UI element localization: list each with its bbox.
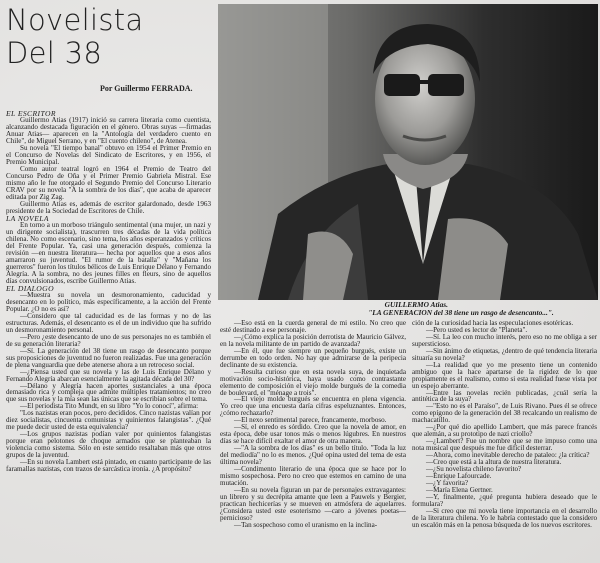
paragraph: —"Esto no es el Paraíso", de Luis Rivano. Pues él se ofrece como epígono de la generación del 38 recalcando un realismo de machacatillo.	[412, 402, 597, 425]
paragraph: —María Elena Gertner.	[426, 485, 493, 494]
paragraph: —En su novela Lambert está pintado, en cuanto participante de las faramallas nazistas, con trazos de sarcástica ironía. ¿A propósito?	[6, 458, 211, 473]
section-heading: EL ESCRITOR	[6, 109, 56, 118]
article-title	[6, 4, 144, 70]
paragraph: —Los grupos nazistas podían valer por quinientos falangistas porque eran pelotones de choque armados que se planteaban la violencia como sistema. Sólo en este sentido resaltaban más que otros grupos de la juventud.	[6, 430, 211, 460]
paragraph: —Sin ánimo de etiquetas, ¿dentro de qué tendencia literaria situaría su novela?	[412, 346, 597, 362]
paragraph: —Délano y Alegría hacen aportes sustanciales a una época demasiado rica y compleja que admite múltiples tratamientos; no creo que sus novelas y la mía sean las únicas que se escribían sobre el tema.	[6, 381, 211, 404]
paragraph: —¿Lambert? Fue un nombre que se me impuso como una nota musical que después me fue difícil desterrar.	[412, 437, 597, 453]
paragraph: —Pero ¿este desencanto de uno de sus personajes no es también el de su generación literaria?	[6, 332, 211, 348]
caption-name: GUILLERMO Atias.	[384, 300, 448, 309]
paragraph: —La realidad que yo me presento tiene un contenido ambiguo que la hace apartarse de la rigidez de lo que propiamente es el realismo, como si esta realidad fuese vista por un espejo aberrante.	[412, 360, 597, 390]
paragraph: —Considero que tal caducidad es de las formas y no de las estructuras. Además, el desencanto es el de un individuo que ha sufrido un desmoronamiento personal.	[6, 312, 211, 334]
paragraph: —El viejo molde burgués se encuentra en plena vigencia. Yo creo que una encuesta daría cifras espeluznantes. Entonces, ¿cómo rechazarlo?	[220, 395, 406, 418]
paragraph: —Condimento literario de una época que se hace por lo mismo sospechosa. Pero no creo que estemos en camino de una mutación.	[220, 465, 406, 487]
paragraph: —Sí. La generación del 38 tiene un rasgo de desencanto porque sus proposiciones de juventud no fueron realizadas. Fue una generación de plena vanguardia que debe atenerse ahora a un retroceso social.	[6, 346, 211, 369]
paragraph: —En él, que fue siempre un pequeño burgués, existe un derrumbe en todo orden. No hay que admirarse de la peripecia declinante de su existencia.	[220, 346, 406, 369]
paragraph: —Tan sospechoso como el uranismo en la inclina-	[234, 520, 378, 529]
column-right	[412, 320, 597, 529]
paragraph: —Sí. La leo con mucho interés, pero eso no me obliga a ser supersticioso.	[412, 332, 597, 348]
paragraph: Guillermo Atias (1917) inició su carrera literaria como cuentista, alcanzando destacada figuración en el género. Obras suyas —firmadas Anuar Atias— aparecen en la "Antología del verdadero cuento en Chile", de Miguel Serrano, y en "El cuento chileno", de Atenea.	[6, 116, 211, 146]
paragraph: —¿Piensa usted que su novela y las de Luis Enrique Délano y Fernando Alegría abarcan esencialmente la agitada década del 30?	[6, 367, 211, 383]
paragraph: Guillermo Atias es, además de escritor galardonado, desde 1963 presidente de la Sociedad de Escritores de Chile.	[6, 199, 211, 215]
paragraph: —El nexo sentimental parece, francamente, morboso.	[234, 416, 387, 425]
paragraph: —Ahora, como inevitable derecho de pataleo: ¿la crítica?	[426, 451, 590, 460]
caption-quote: "LA GENERACION del 38 tiene un rasgo de desencanto...".	[368, 308, 554, 317]
paragraph: En torno a un morboso triángulo sentimental (una mujer, un nazi y un dirigente socialista), trascurren tres décadas de la vida política chilena. No como escenario, sino tema, los años esperanzados y críticos del Frente Popular. Ya, casi una generación después, comienza la revisión —en nuestra literatura— hecha por aquellos que a esos años amarraron su juventud. "El rumor de la batalla" y "Mañana los guerreros" fueron los títulos bélicos de Luis Enrique Délano y Fernando Alegría. A la sombra, no des jeunes filles en fleurs, sino de aquellos días convulsionados, escribe Guillermo Atias.	[6, 221, 211, 285]
paragraph: —¿Su novelista chileno favorito?	[426, 465, 522, 474]
photo-caption	[326, 301, 596, 317]
paragraph: —El periodista Tito Mundt, en su libro "Yo lo conocí", afirma:	[20, 402, 199, 411]
paragraph: —Pero usted es lector de "Planeta".	[426, 325, 528, 334]
paragraph: Su novela "El tiempo banal" obtuvo en 1954 el Primer Premio en el Concurso de Novelas del Sindicato de Escritores, y en 1956, el Premio Municipal.	[6, 144, 211, 167]
title-line-2: Del 38	[6, 36, 103, 70]
paragraph: —En su novela figuran un par de personajes extravagantes: un librero y su decrépita amante que leen a Pauwels y Bergier, practican hechicerías y se mueven en atmósfera de aquelarres. ¿Considera usted este esoterismo —caro a jóvenes poetas— pernicioso?	[220, 485, 406, 522]
paragraph: ción de la curiosidad hacia las especulaciones esotéricas.	[412, 319, 574, 327]
paragraph: —¿Por qué dio apellido Lambert, que más parece francés que alemán, a su prototipo de nazi criollo?	[412, 423, 597, 439]
paragraph: —Entre las novelas recién publicadas, ¿cuál sería la antitética de la suya?	[412, 388, 597, 404]
paragraph: —Creo que está a la altura de nuestra literatura.	[426, 458, 562, 467]
section-heading: EL DIALOGO	[6, 283, 54, 293]
paragraph: —Enrique Lafourcade.	[426, 471, 492, 480]
paragraph: —Muestra su novela un desmoronamiento, caducidad y desencanto en lo político, más específicamente, a la acción del Frente Popular. ¿O no es así?	[6, 291, 211, 314]
paragraph: —Resulta curioso que en esta novela suya, de inquietada motivación socio-histórica, haya usado como contrastante elemento de composición el viejo molde burgués de la comedia de boulevard, el "ménage a trois".	[220, 367, 406, 397]
paragraph: —Eso está en la cuerda general de mi estilo. No creo que esté destinado a ese personaje.	[220, 319, 406, 334]
paragraph: Como autor teatral logró en 1964 el Premio de Teatro del Concurso Pedro de Oña y el Primer Premio Gabriela Mistral. Ese mismo año le fue otorgado el Segundo Premio del Concurso Literario CRAV por su novela "A la sombra de los días", que acaba de aparecer editada por Zig Zag.	[6, 165, 211, 201]
paragraph: —Y, finalmente, ¿qué pregunta hubiera deseado que le formulara?	[412, 492, 597, 508]
title-line-1: Novelista	[6, 3, 144, 37]
byline: Por Guillermo FERRADA.	[100, 84, 193, 93]
column-middle	[220, 320, 406, 529]
paragraph: —"A la sombra de los días" es un bello título. "Toda la luz del mediodía" no lo es menos. ¿Qué opina usted del tema de esta última novela?	[220, 444, 406, 467]
column-left	[6, 110, 211, 473]
paragraph: —¿Y favorita?	[426, 478, 469, 487]
paragraph: —Si creo que mi novela tiene importancia en el desarrollo de la literatura chilena. Yo le habría contestado que la considero un escalón más en la penosa búsqueda de los nuevos escritores.	[412, 506, 597, 529]
paragraph: "Los nazistas eran pocos, pero decididos. Cinco nazistas valían por diez socialistas, cincuenta comunistas y quinientos falangistas". ¿Qué me puede decir usted de esta equivalencia?	[6, 409, 211, 432]
author-photo	[218, 4, 598, 300]
paragraph: —¿Cómo explica la posición derrotista de Mauricio Gálvez, en la novela militante de un partido de avanzada?	[220, 332, 406, 348]
section-heading: LA NOVELA	[6, 213, 49, 223]
paragraph: —Sí, el enredo es sórdido. Creo que la novela de amor, en esta época, debe usar tonos más o menos lúgubres. En nuestros días se hace difícil exaltar el amor de otra manera.	[220, 423, 406, 446]
